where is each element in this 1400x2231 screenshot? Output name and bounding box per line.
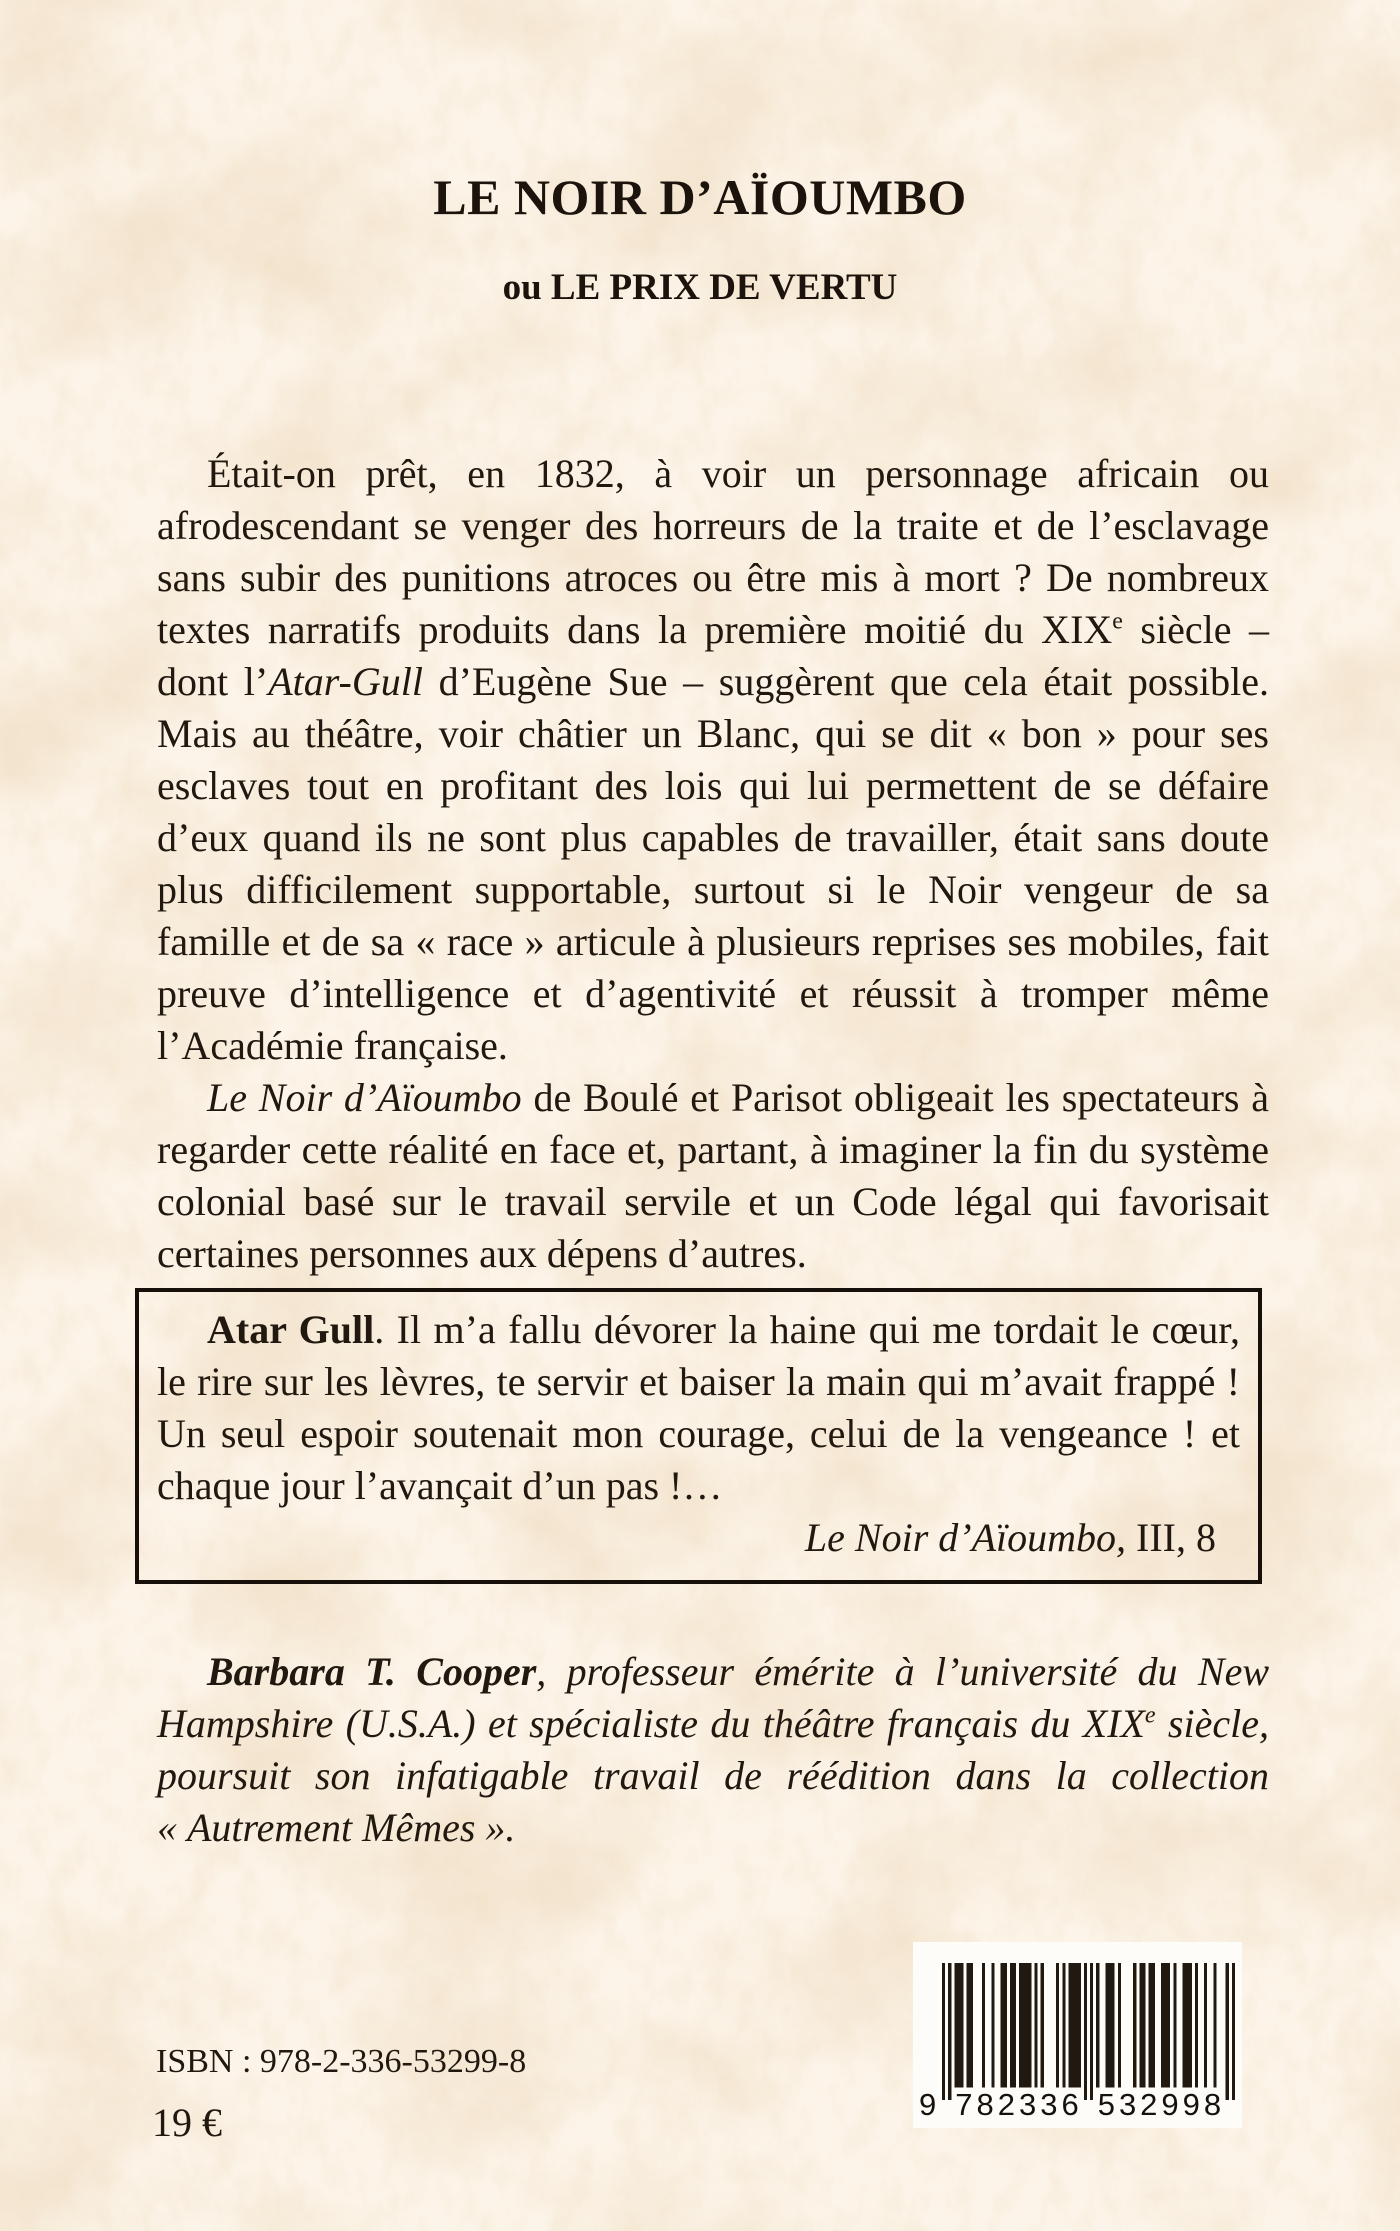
barcode [913, 1942, 1242, 2128]
isbn-label: ISBN : 978-2-336-53299-8 [156, 2043, 527, 2080]
quote-source-ref: III, 8 [1126, 1515, 1216, 1560]
quote-text: . Il m’a fallu dévorer la haine qui me tordait le cœur, le rire sur les lèvres, te servir et baiser la main qui m’avait frappé ! Un seul espoir soutenait mon courage, celui de la vengeance ! et chaque jour l’avançait d’un pas !… [157, 1307, 1240, 1508]
synopsis-paragraph-2 [157, 1072, 1269, 1280]
synopsis-text: d’Eugène Sue – suggèrent que cela était possible. Mais au théâtre, voir châtier un Blanc, qui se dit « bon » pour ses esclaves tout en profitant des lois qui lui permettent de se défaire d’eux quand ils ne sont plus capables de travailler, était sans doute plus difficilement supportable, surtout si le Noir vengeur de sa famille et de sa « race » articule à plusieurs reprises ses mobiles, fait preuve d’intelligence et d’agentivité et réussit à tromper même l’Académie française. [157, 659, 1270, 1068]
page-title: LE NOIR D’AÏOUMBO [433, 169, 967, 225]
superscript-e: e [1144, 1702, 1156, 1729]
work-title-italic: Atar-Gull [268, 659, 423, 704]
quote-paragraph [157, 1304, 1240, 1512]
quote-speaker: Atar Gull [207, 1307, 375, 1352]
page-subtitle: ou LE PRIX DE VERTU [502, 267, 898, 308]
quote-box [135, 1288, 1262, 1584]
author-bio-text: , professeur émérite à l’université du New Hampshire (U.S.A.) et spécialiste du théâtre français du XIX [157, 1649, 1270, 1746]
synopsis-text: de Boulé et Parisot obligeait les spectateurs à regarder cette réalité en face et, partant, à imaginer la fin du système colonial basé sur le travail servile et un Code légal qui favorisait certaines personnes aux dépens d’autres. [157, 1075, 1269, 1276]
author-bio-text: siècle, poursuit son infatigable travail de réédition dans la collection « Autrement Mêmes ». [157, 1701, 1269, 1850]
superscript-e: e [1112, 608, 1123, 635]
synopsis-text: siècle – dont l’ [157, 607, 1269, 704]
author-bio [157, 1646, 1269, 1854]
synopsis-text: Était-on prêt, en 1832, à voir un personnage africain ou afrodescendant se venger des horreurs de la traite et de l’esclavage sans subir des punitions atroces ou être mis à mort ? De nombreux textes narratifs produits dans la première moitié du XIX [157, 451, 1269, 652]
quote-source [157, 1512, 1240, 1564]
barcode-bars [942, 1963, 1235, 2100]
synopsis [157, 448, 1269, 1280]
title-block [0, 170, 1400, 308]
author-bio-paragraph [157, 1646, 1269, 1854]
barcode-digit-group: 9 [919, 2087, 941, 2122]
barcode-digit-group: 532998 [1097, 2087, 1226, 2122]
barcode-digit-group: 782336 [955, 2087, 1083, 2122]
work-title-italic: Le Noir d’Aïoumbo [207, 1075, 522, 1120]
price-label: 19 € [152, 2100, 222, 2145]
barcode-digits [919, 2087, 1235, 2123]
author-name: Barbara T. Cooper [207, 1649, 537, 1694]
synopsis-paragraph-1 [157, 448, 1269, 1072]
quote-source-title: Le Noir d’Aïoumbo, [804, 1515, 1127, 1560]
